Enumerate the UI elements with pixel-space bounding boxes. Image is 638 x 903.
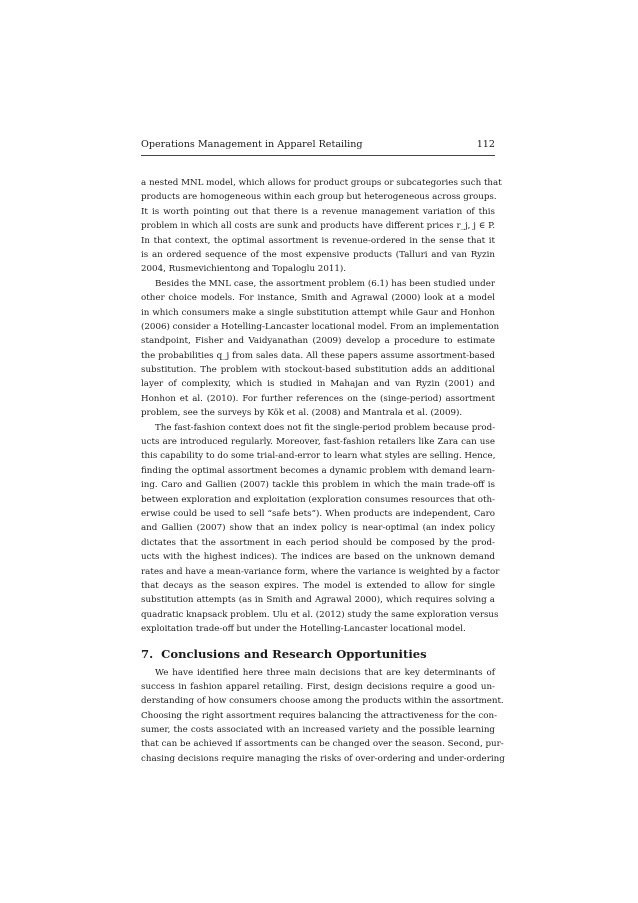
text-line: ucts with the highest indices). The indices are based on the unknown demand [141,552,495,563]
text-line: problem in which all costs are sunk and products have different prices r_j, j ∈ P. [141,221,495,232]
text-line: that decays as the season expires. The model is extended to allow for single [141,580,495,591]
text-line: success in fashion apparel retailing. First, design decisions require a good un- [141,681,495,692]
text-line: that can be achieved if assortments can be changed over the season. Second, pur- [141,739,504,750]
text-line: sumer, the costs associated with an increased variety and the possible learning [141,725,495,736]
text-line: exploitation trade-off but under the Hotelling-Lancaster locational model. [141,624,466,635]
text-line: finding the optimal assortment becomes a dynamic problem with demand learn- [141,465,495,476]
text-line: dictates that the assortment in each period should be composed by the prod- [141,537,495,548]
text-line: standpoint, Fisher and Vaidyanathan (2009) develop a procedure to estimate [141,336,495,347]
text-line: the probabilities q_j from sales data. All these papers assume assortment-based [141,350,495,361]
section-number: 7. [141,646,154,661]
text-line: this capability to do some trial-and-error to learn what styles are selling. Hence, [141,451,496,462]
text-line: ucts are introduced regularly. Moreover, fast-fashion retailers like Zara can use [141,437,495,448]
text-line: In that context, the optimal assortment is revenue-ordered in the sense that it [141,235,495,246]
section-heading [141,644,495,664]
text-line: Choosing the right assortment requires balancing the attractiveness for the con- [141,710,498,721]
text-line: substitution attempts (as in Smith and Agrawal 2000), which requires solving a [141,595,495,606]
text-line: (2006) consider a Hotelling-Lancaster locational model. From an implementation [141,321,500,332]
text-line: is an ordered sequence of the most expensive products (Talluri and van Ryzin [141,249,495,260]
text-line: erwise could be used to sell “safe bets”). When products are independent, Caro [141,508,495,519]
text-line: 2004, Rusmevichientong and Topaloglu 2011). [141,264,347,275]
text-line: layer of complexity, which is studied in Mahajan and van Ryzin (2001) and [141,379,495,390]
running-header [141,139,495,150]
text-line: chasing decisions require managing the risks of over-ordering and under-ordering [141,753,505,764]
text-line: Besides the MNL case, the assortment problem (6.1) has been studied under [155,278,495,289]
text-line: other choice models. For instance, Smith and Agrawal (2000) look at a model [141,293,495,304]
text-line: derstanding of how consumers choose among the products within the assortment. [141,696,504,707]
text-line: substitution. The problem with stockout-based substitution adds an additional [141,365,495,376]
page-number: 112 [476,139,495,150]
text-line: ing. Caro and Gallien (2007) tackle this problem in which the main trade-off is [141,480,495,491]
text-line: It is worth pointing out that there is a revenue management variation of this [141,206,495,217]
text-line: and Gallien (2007) show that an index policy is near-optimal (an index policy [141,523,495,534]
text-line: The fast-fashion context does not fit the single-period problem because prod- [155,422,496,433]
text-line: Honhon et al. (2010). For further references on the (singe-period) assortment [141,393,495,404]
text-line: quadratic knapsack problem. Ulu et al. (2012) study the same exploration versus [141,609,499,620]
text-line: between exploration and exploitation (exploration consumes resources that oth- [141,494,495,505]
text-line: We have identified here three main decisions that are key determinants of [155,667,495,678]
paragraph-3 [141,421,500,637]
text-line: in which consumers make a single substitution attempt while Gaur and Honhon [141,307,495,318]
text-line: products are homogeneous within each group but heterogeneous across groups. [141,192,497,203]
section-title: Conclusions and Research Opportunities [161,646,427,661]
text-line: problem, see the surveys by Kök et al. (2008) and Mantrala et al. (2009). [141,408,463,419]
header-rule [141,155,495,156]
paragraph-4 [141,666,505,767]
text-line: a nested MNL model, which allows for product groups or subcategories such that [141,178,502,188]
body-text [141,176,505,766]
running-title: Operations Management in Apparel Retailing [141,139,363,150]
paragraph-2 [141,277,500,421]
paragraph-1 [141,176,502,277]
text-line: rates and have a mean-variance form, where the variance is weighted by a factor [141,566,500,577]
